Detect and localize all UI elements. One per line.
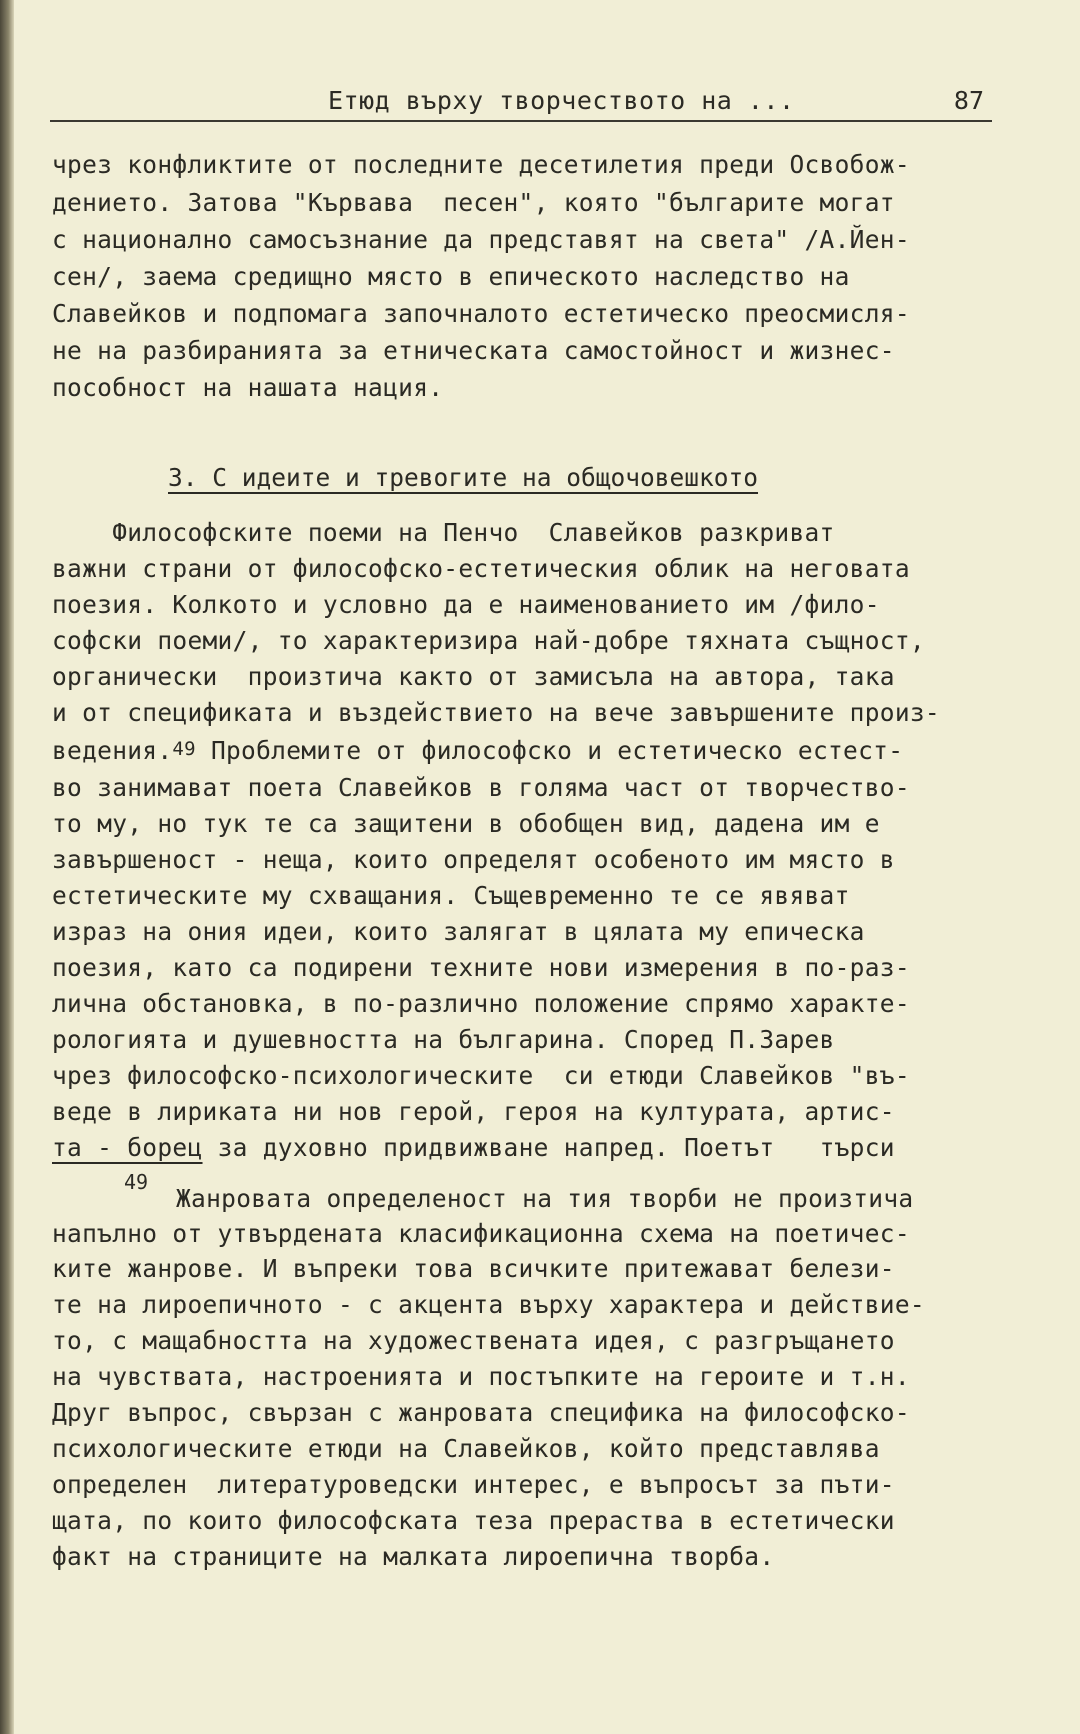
footnote-line: те на лироепичното - с акцента върху характера и действие- <box>52 1290 925 1319</box>
footnote-number: 49 <box>124 1170 149 1194</box>
footnote-line: на чувствата, настроенията и постъпките на героите и т.н. <box>52 1362 910 1391</box>
text-line: Философските поеми на Пенчо Славейков разкриват <box>52 518 835 547</box>
text-fragment: за духовно придвижване напред. Поетът търси <box>202 1133 895 1162</box>
text-line: пособност на нашата нация. <box>52 373 444 402</box>
page-number: 87 <box>953 86 984 115</box>
footnote-line: Друг въпрос, свързан с жанровата специфика на философско- <box>52 1398 910 1427</box>
text-line-with-reference <box>52 736 903 766</box>
text-line: и от спецификата и въздействието на вече завършените произ- <box>52 698 940 727</box>
footnote-line: психологическите етюди на Славейков, който представлява <box>52 1434 880 1463</box>
text-line: софски поеми/, то характеризира най-добре тяхната същност, <box>52 626 925 655</box>
footnote-line: ките жанрове. И въпреки това всичките притежават белези- <box>52 1254 895 1283</box>
text-line: дението. Затова "Кървава песен", която "българите могат <box>52 188 895 217</box>
text-line-last <box>52 1133 895 1163</box>
running-header <box>50 84 992 122</box>
footnote-line: Жанровата определеност на тия творби не произтича <box>176 1184 914 1213</box>
text-line: чрез конфликтите от последните десетилетия преди Освобож- <box>52 150 910 179</box>
section-heading: 3. С идеите и тревогите на общочовешкото <box>168 463 759 492</box>
text-line: поезия. Колкото и условно да е наименованието им /фило- <box>52 590 880 619</box>
text-line: завършеност - неща, които определят особеното им място в <box>52 845 895 874</box>
text-line: не на разбиранията за етническата самостойност и жизнес- <box>52 336 895 365</box>
footnote-line: определен литературоведски интерес, е въпросът за пъти- <box>52 1470 895 1499</box>
footnote-line: напълно от утвърдената класификационна схема на поетичес- <box>52 1219 910 1248</box>
text-line: чрез философско-психологическите си етюди Славейков "въ- <box>52 1061 910 1090</box>
footnote-line: то, с мащабността на художествената идея, с разгръщането <box>52 1326 895 1355</box>
text-line: израз на ония идеи, които залягат в цялата му епическа <box>52 917 865 946</box>
running-title: Етюд върху творчеството на ... <box>328 86 795 115</box>
text-line: сен/, заема средищно място в епическото наследство на <box>52 262 850 291</box>
underlined-text: та - борец <box>52 1133 203 1162</box>
text-line: естетическите му схващания. Същевременно те се явяват <box>52 881 850 910</box>
footnote-reference[interactable]: 49 <box>172 738 196 760</box>
text-line: Славейков и подпомага започналото естетическо преосмисля- <box>52 299 910 328</box>
text-line: поезия, като са подирени техните нови измерения в по-раз- <box>52 953 910 982</box>
footnote-line: факт на страниците на малката лироепична творба. <box>52 1542 775 1571</box>
text-line: веде в лириката ни нов герой, героя на културата, артис- <box>52 1097 895 1126</box>
text-fragment: ведения. <box>52 736 173 765</box>
text-line: рологията и душевността на българина. Според П.Зарев <box>52 1025 835 1054</box>
text-line: с национално самосъзнание да представят на света" /А.Йен- <box>52 225 910 254</box>
text-line: то му, но тук те са защитени в обобщен вид, дадена им е <box>52 809 880 838</box>
text-line: важни страни от философско-естетическия облик на неговата <box>52 554 910 583</box>
text-line: во занимават поета Славейков в голяма част от творчество- <box>52 773 910 802</box>
footnote-line: щата, по които философската теза прераства в естетически <box>52 1506 895 1535</box>
text-line: органически произтича както от замисъла на автора, така <box>52 662 895 691</box>
text-fragment: Проблемите от философско и естетическо естест- <box>195 736 904 765</box>
text-line: лична обстановка, в по-различно положение спрямо характе- <box>52 989 910 1018</box>
